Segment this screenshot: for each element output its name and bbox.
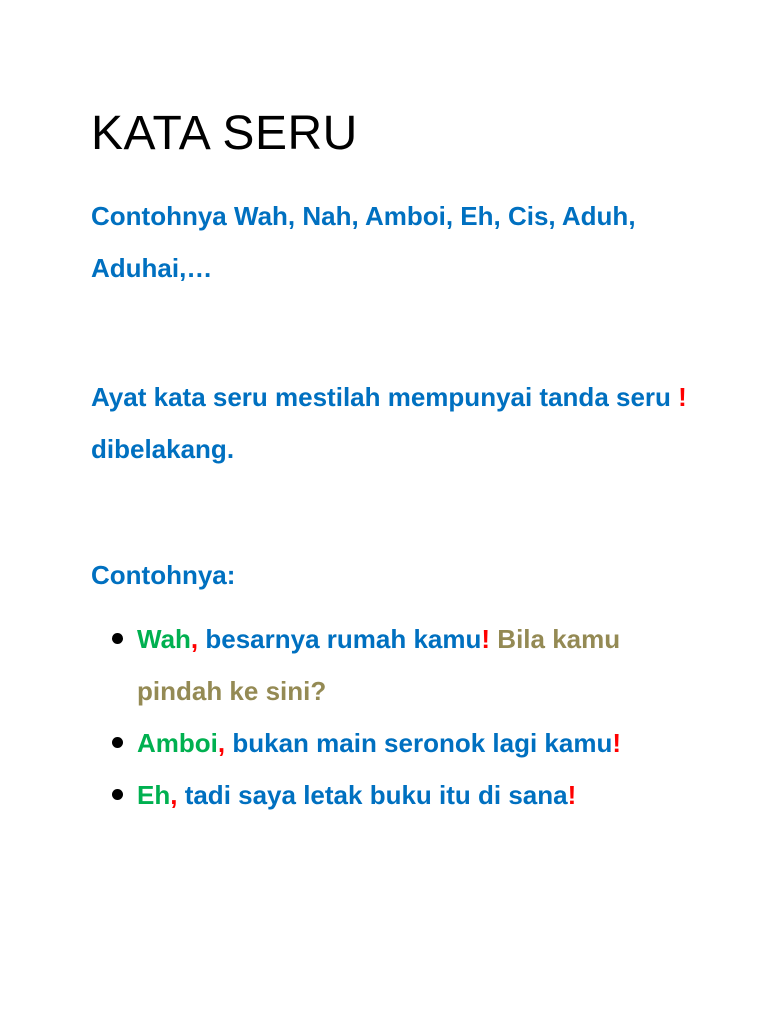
list-item [110, 613, 710, 717]
interjection-word: Amboi [137, 728, 218, 758]
bullet-icon [112, 633, 123, 644]
example-sentence: tadi saya letak buku itu di sana [177, 780, 568, 810]
rule-paragraph [91, 371, 711, 475]
example-sentence: besarnya rumah kamu [198, 624, 482, 654]
list-item [110, 717, 710, 769]
comma: , [170, 780, 178, 810]
list-item [110, 769, 710, 821]
exclamation-mark: ! [567, 780, 577, 810]
examples-heading: Contohnya: [91, 560, 236, 590]
bullet-icon [112, 789, 123, 800]
rule-text-part1: Ayat kata seru mestilah mempunyai tanda seru [91, 382, 679, 412]
bullet-icon [112, 737, 123, 748]
examples-intro-paragraph: Contohnya Wah, Nah, Amboi, Eh, Cis, Aduh, Aduhai,… [91, 201, 636, 283]
page-title: KATA SERU [91, 107, 358, 160]
exclamation-mark: ! [612, 728, 622, 758]
comma: , [217, 728, 226, 758]
exclamation-mark: ! [481, 624, 491, 654]
comma: , [190, 624, 199, 654]
exclamation-mark: ! [678, 382, 687, 412]
rule-text-part2: dibelakang. [91, 434, 235, 464]
interjection-word: Eh [137, 780, 171, 810]
example-sentence: bukan main seronok lagi kamu [225, 728, 613, 758]
examples-list [110, 613, 710, 821]
question-sentence: Bila kamu pindah ke sini? [137, 624, 621, 706]
interjection-word: Wah [137, 624, 191, 654]
